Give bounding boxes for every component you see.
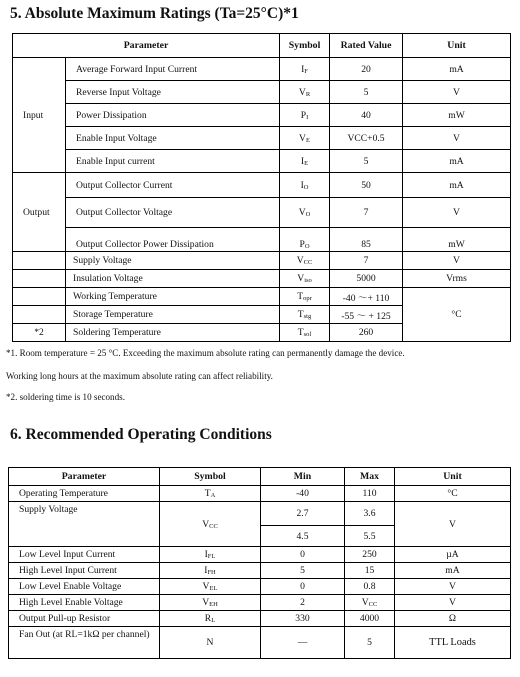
footnote-2: *2. soldering time is 10 seconds. bbox=[6, 392, 125, 402]
table-row bbox=[13, 81, 511, 104]
value-cell: -55 ～ + 125 bbox=[330, 306, 403, 324]
min-cell: 5 bbox=[261, 563, 345, 579]
table-row bbox=[9, 579, 511, 595]
value-cell: 85 bbox=[330, 228, 403, 252]
table-row bbox=[9, 486, 511, 502]
min-cell: 2.7 bbox=[261, 502, 345, 526]
param-cell: Output Collector Power Dissipation bbox=[66, 228, 280, 252]
symbol-cell: VO bbox=[280, 198, 330, 228]
mark-cell bbox=[13, 288, 66, 306]
unit-cell: µA bbox=[395, 547, 511, 563]
table-row bbox=[9, 627, 511, 659]
max-cell: 15 bbox=[345, 563, 395, 579]
param-cell: Supply Voltage bbox=[66, 252, 280, 270]
symbol-cell: VCC bbox=[280, 252, 330, 270]
unit-cell: V bbox=[403, 198, 511, 228]
table-row bbox=[13, 288, 511, 306]
symbol-cell: VEH bbox=[160, 595, 261, 611]
table-row bbox=[9, 563, 511, 579]
value-cell: 5000 bbox=[330, 270, 403, 288]
param-cell: Operating Temperature bbox=[9, 486, 160, 502]
value-cell: 5 bbox=[330, 81, 403, 104]
value-cell: 7 bbox=[330, 252, 403, 270]
table-row bbox=[13, 252, 511, 270]
symbol-cell: PO bbox=[280, 228, 330, 252]
param-cell: Insulation Voltage bbox=[66, 270, 280, 288]
value-cell: VCC+0.5 bbox=[330, 127, 403, 150]
unit-cell: V bbox=[403, 127, 511, 150]
header-max: Max bbox=[345, 468, 395, 486]
min-cell: 4.5 bbox=[261, 526, 345, 547]
table-row bbox=[13, 173, 511, 198]
value-cell: 50 bbox=[330, 173, 403, 198]
unit-cell: V bbox=[395, 502, 511, 547]
min-cell: — bbox=[261, 627, 345, 659]
param-cell: Enable Input current bbox=[66, 150, 280, 173]
param-cell: High Level Enable Voltage bbox=[9, 595, 160, 611]
symbol-cell: Topr bbox=[280, 288, 330, 306]
unit-cell: Ω bbox=[395, 611, 511, 627]
param-cell: Low Level Enable Voltage bbox=[9, 579, 160, 595]
value-cell: 260 bbox=[330, 324, 403, 342]
header-parameter: Parameter bbox=[13, 34, 280, 58]
max-cell: VCC bbox=[345, 595, 395, 611]
table-row bbox=[9, 595, 511, 611]
unit-cell: TTL Loads bbox=[395, 627, 511, 659]
min-cell: 0 bbox=[261, 579, 345, 595]
value-cell: 5 bbox=[330, 150, 403, 173]
unit-cell-temperature: °C bbox=[403, 288, 511, 342]
min-cell: 2 bbox=[261, 595, 345, 611]
min-cell: 0 bbox=[261, 547, 345, 563]
unit-cell: mA bbox=[403, 173, 511, 198]
unit-cell: mA bbox=[395, 563, 511, 579]
group-output-label: Output bbox=[13, 173, 66, 252]
symbol-cell: Tstg bbox=[280, 306, 330, 324]
table-row bbox=[13, 228, 511, 252]
table-header-row bbox=[9, 468, 511, 486]
param-cell: Soldering Temperature bbox=[66, 324, 280, 342]
param-cell: Low Level Input Current bbox=[9, 547, 160, 563]
footnote-1: *1. Room temperature = 25 °C. Exceeding the maximum absolute rating can permanently damage the device. bbox=[6, 348, 405, 358]
unit-cell: mW bbox=[403, 104, 511, 127]
max-cell: 5 bbox=[345, 627, 395, 659]
symbol-cell: VR bbox=[280, 81, 330, 104]
symbol-cell: RL bbox=[160, 611, 261, 627]
header-parameter: Parameter bbox=[9, 468, 160, 486]
unit-cell: mW bbox=[403, 228, 511, 252]
param-cell: Average Forward Input Current bbox=[66, 58, 280, 81]
table-row bbox=[13, 270, 511, 288]
table-row bbox=[9, 547, 511, 563]
max-cell: 250 bbox=[345, 547, 395, 563]
value-cell: 40 bbox=[330, 104, 403, 127]
symbol-cell: N bbox=[160, 627, 261, 659]
group-input-label: Input bbox=[13, 58, 66, 173]
symbol-cell: IFL bbox=[160, 547, 261, 563]
param-cell: Fan Out (at RL=1kΩ per channel) bbox=[9, 627, 160, 659]
max-cell: 5.5 bbox=[345, 526, 395, 547]
max-cell: 0.8 bbox=[345, 579, 395, 595]
unit-cell: mA bbox=[403, 58, 511, 81]
section-6-heading: 6. Recommended Operating Conditions bbox=[10, 426, 272, 443]
mark-cell: *2 bbox=[13, 324, 66, 342]
header-unit: Unit bbox=[403, 34, 511, 58]
param-cell: Working Temperature bbox=[66, 288, 280, 306]
unit-cell: V bbox=[403, 252, 511, 270]
symbol-cell: TA bbox=[160, 486, 261, 502]
symbol-cell: VCC bbox=[160, 502, 261, 547]
unit-cell: mA bbox=[403, 150, 511, 173]
param-cell: Output Pull-up Resistor bbox=[9, 611, 160, 627]
param-cell: Output Collector Current bbox=[66, 173, 280, 198]
footnote-reliability: Working long hours at the maximum absolute rating can affect reliability. bbox=[6, 371, 273, 381]
value-cell: 7 bbox=[330, 198, 403, 228]
symbol-cell: IO bbox=[280, 173, 330, 198]
unit-cell: V bbox=[403, 81, 511, 104]
header-unit: Unit bbox=[395, 468, 511, 486]
mark-cell bbox=[13, 306, 66, 324]
section-5-heading: 5. Absolute Maximum Ratings (Ta=25°C)*1 bbox=[10, 5, 299, 22]
header-symbol: Symbol bbox=[280, 34, 330, 58]
table-row bbox=[13, 58, 511, 81]
symbol-cell: VE bbox=[280, 127, 330, 150]
table-row bbox=[13, 104, 511, 127]
table-row bbox=[13, 198, 511, 228]
value-cell: -40 ～+ 110 bbox=[330, 288, 403, 306]
mark-cell bbox=[13, 270, 66, 288]
param-cell: Enable Input Voltage bbox=[66, 127, 280, 150]
symbol-cell: VEL bbox=[160, 579, 261, 595]
table-row bbox=[13, 150, 511, 173]
value-cell: 20 bbox=[330, 58, 403, 81]
param-cell: Supply Voltage bbox=[9, 502, 160, 547]
param-cell: Storage Temperature bbox=[66, 306, 280, 324]
param-cell: Power Dissipation bbox=[66, 104, 280, 127]
unit-cell: Vrms bbox=[403, 270, 511, 288]
symbol-cell: IE bbox=[280, 150, 330, 173]
param-cell: High Level Input Current bbox=[9, 563, 160, 579]
table-row bbox=[13, 127, 511, 150]
symbol-cell: IF bbox=[280, 58, 330, 81]
symbol-cell: Viso bbox=[280, 270, 330, 288]
table-row bbox=[9, 611, 511, 627]
symbol-cell: IFH bbox=[160, 563, 261, 579]
header-min: Min bbox=[261, 468, 345, 486]
table-header-row bbox=[13, 34, 511, 58]
unit-cell: °C bbox=[395, 486, 511, 502]
unit-cell: V bbox=[395, 595, 511, 611]
recommended-operating-conditions-table bbox=[8, 467, 511, 659]
table-row bbox=[9, 502, 511, 526]
header-rated-value: Rated Value bbox=[330, 34, 403, 58]
absolute-max-ratings-table bbox=[12, 33, 511, 342]
max-cell: 4000 bbox=[345, 611, 395, 627]
min-cell: 330 bbox=[261, 611, 345, 627]
param-cell: Output Collector Voltage bbox=[66, 198, 280, 228]
param-cell: Reverse Input Voltage bbox=[66, 81, 280, 104]
min-cell: -40 bbox=[261, 486, 345, 502]
max-cell: 3.6 bbox=[345, 502, 395, 526]
symbol-cell: PI bbox=[280, 104, 330, 127]
header-symbol: Symbol bbox=[160, 468, 261, 486]
unit-cell: V bbox=[395, 579, 511, 595]
mark-cell bbox=[13, 252, 66, 270]
symbol-cell: Tsol bbox=[280, 324, 330, 342]
max-cell: 110 bbox=[345, 486, 395, 502]
